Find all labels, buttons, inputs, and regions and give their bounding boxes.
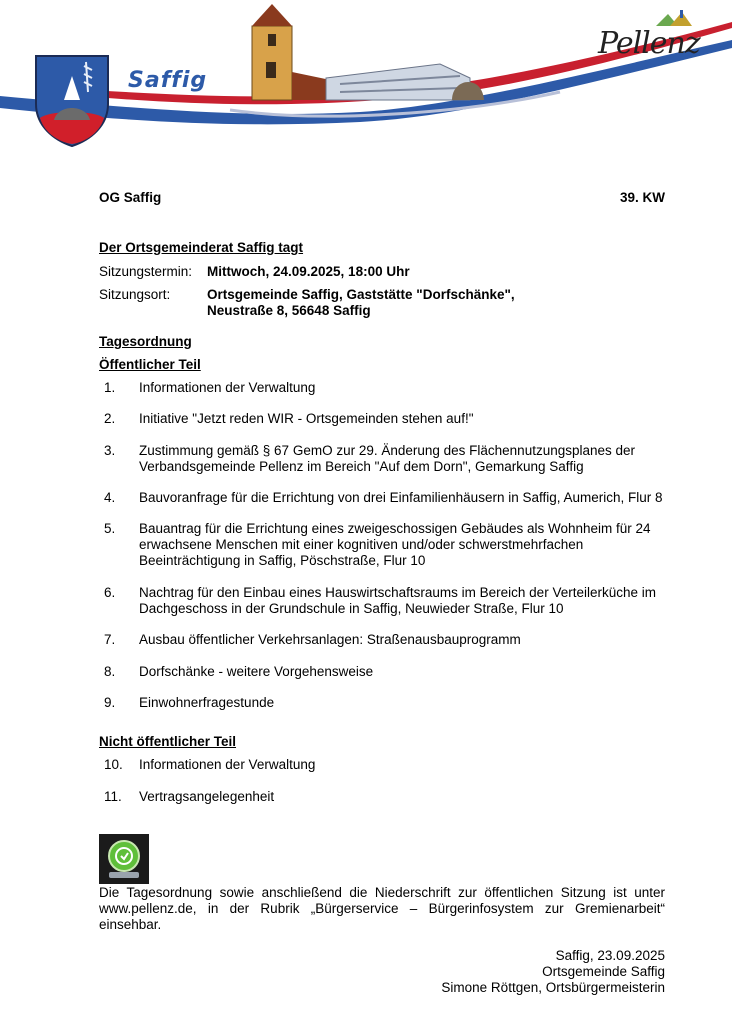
- agenda-item-number: 5.: [104, 521, 116, 536]
- agenda-item-text: Einwohnerfragestunde: [139, 695, 275, 710]
- pellenz-hills-icon: [656, 10, 692, 26]
- pellenz-logo-text: Pellenz: [598, 26, 700, 61]
- agenda-item-text: Bauantrag für die Errichtung eines zweigeschossigen Gebäudes als Wohnheim für 24 erwachsene Menschen mit einer kognitiven und/oder schwerstmehrfachen Beeinträchtigung in Saffig, Pöschstraße, Flur 10: [139, 521, 651, 568]
- agenda-item-number: 8.: [104, 664, 116, 679]
- agenda-title: Tagesordnung: [99, 334, 192, 349]
- og-label: OG Saffig: [99, 190, 162, 205]
- agenda-item-number: 10.: [104, 757, 123, 772]
- signature-place-date: Saffig, 23.09.2025: [555, 948, 665, 963]
- agenda-item-number: 7.: [104, 632, 116, 647]
- building-icon: [326, 64, 484, 100]
- place-label: Sitzungsort:: [99, 287, 171, 302]
- meeting-heading: Der Ortsgemeinderat Saffig tagt: [99, 240, 304, 255]
- agenda-item-text: Informationen der Verwaltung: [139, 757, 316, 772]
- agenda-item-text: Initiative "Jetzt reden WIR - Ortsgemeinden stehen auf!": [139, 411, 474, 426]
- agenda-item-text: Zustimmung gemäß § 67 GemO zur 29. Änderung des Flächennutzungsplanes der Verbandsgemeinde Pellenz im Bereich "Auf dem Dorn", Gemarkung Saffig: [139, 443, 636, 474]
- week-label: 39. KW: [619, 190, 665, 205]
- place-line-1: Ortsgemeinde Saffig, Gaststätte "Dorfschänke",: [207, 287, 515, 302]
- saffig-logo-text: Saffig: [128, 68, 208, 93]
- agenda-item-text: Informationen der Verwaltung: [139, 380, 316, 395]
- agenda-item-number: 4.: [104, 490, 116, 505]
- nonpublic-section-title: Nicht öffentlicher Teil: [99, 734, 237, 749]
- info-note: Die Tagesordnung sowie anschließend die Niederschrift zur öffentlichen Sitzung ist unter www.pellenz.de, in der Rubrik „Bürgerservice – Bürgerinfosystem zur Gremienarbeit“ einsehbar.: [99, 885, 665, 932]
- agenda-item-number: 11.: [104, 789, 122, 804]
- date-label: Sitzungstermin:: [99, 264, 193, 279]
- date-value: Mittwoch, 24.09.2025, 18:00 Uhr: [207, 264, 410, 279]
- header-banner: [0, 0, 732, 160]
- coat-of-arms-icon: [36, 56, 108, 146]
- agenda-item-text: Vertragsangelegenheit: [139, 789, 275, 804]
- signature-block: [441, 948, 665, 996]
- signature-organisation: Ortsgemeinde Saffig: [542, 964, 665, 979]
- ris-info-system-icon: [99, 834, 149, 884]
- agenda-item-text: Dorfschänke - weitere Vorgehensweise: [139, 664, 374, 679]
- agenda-item-number: 9.: [104, 695, 116, 710]
- place-line-2: Neustraße 8, 56648 Saffig: [207, 303, 371, 318]
- agenda-item-number: 3.: [104, 443, 116, 458]
- public-section-title: Öffentlicher Teil: [99, 357, 201, 372]
- agenda-item-text: Bauvoranfrage für die Errichtung von drei Einfamilienhäusern in Saffig, Aumerich, Flur 8: [139, 490, 663, 505]
- agenda-item-text: Ausbau öffentlicher Verkehrsanlagen: Straßenausbauprogramm: [139, 632, 521, 647]
- signature-name: Simone Röttgen, Ortsbürgermeisterin: [441, 980, 665, 995]
- agenda-item-number: 1.: [104, 380, 116, 395]
- agenda-item-text: Nachtrag für den Einbau eines Hauswirtschaftsraums im Bereich der Verteilerküche im Dachgeschoss in der Grundschule in Saffig, Neuwieder Straße, Flur 10: [139, 585, 656, 616]
- agenda-item-number: 2.: [104, 411, 116, 426]
- agenda-item-number: 6.: [104, 585, 116, 600]
